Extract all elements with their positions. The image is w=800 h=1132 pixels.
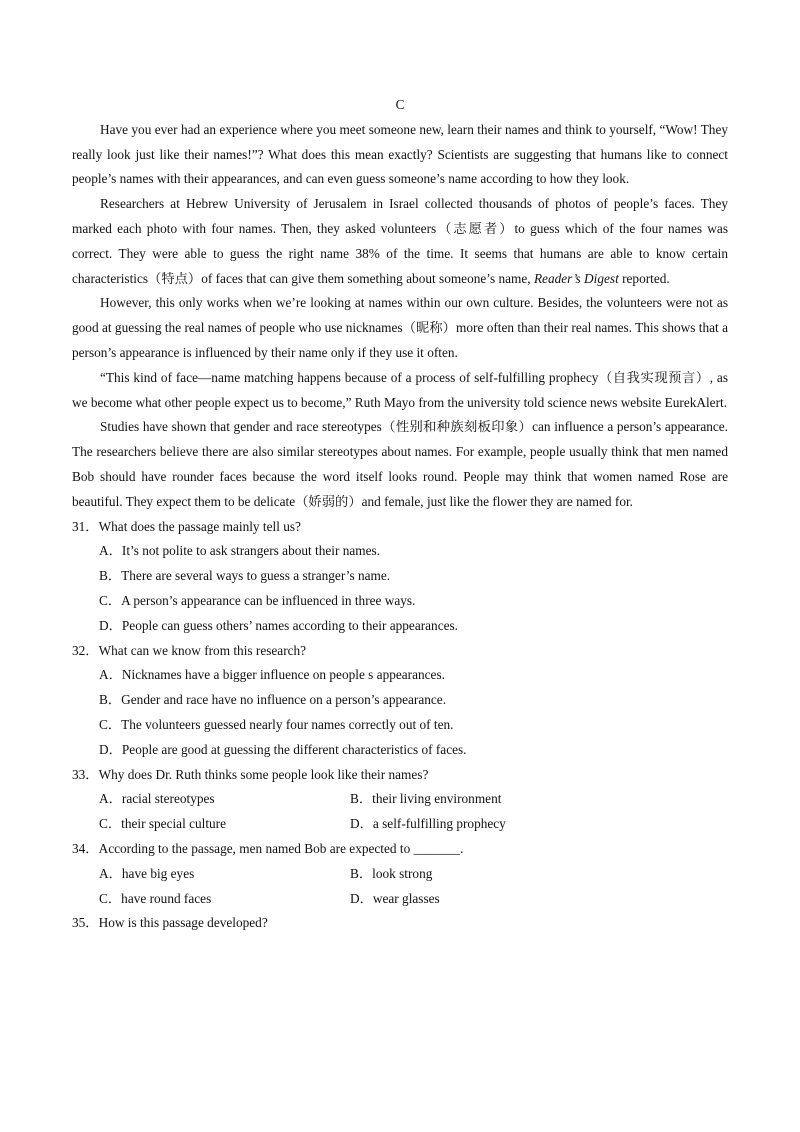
passage-paragraph-3: However, this only works when we’re looking at names within our own culture. Besides, the volunteers were not as good at guessing the real names of people who use nicknames（昵称）more often than their real names. This shows that a person’s appearance is influenced by their name only if they use it often. <box>72 295 728 360</box>
question-31-option-a[interactable]: A．It’s not polite to ask strangers about their names. <box>99 543 381 559</box>
passage-paragraph-4: “This kind of face—name matching happens because of a process of self-fulfilling prophecy（自我实现预言）, as we become what other people expect us to become,” Ruth Mayo from the university told science news website EurekAlert. <box>72 369 728 410</box>
question-35-stem: 35．How is this passage developed? <box>72 915 268 931</box>
question-34-option-d[interactable]: D．wear glasses <box>350 890 440 906</box>
question-31-stem: 31．What does the passage mainly tell us? <box>72 518 301 534</box>
paragraph-2-end: reported. <box>618 270 670 286</box>
question-34-option-b[interactable]: B．look strong <box>350 865 433 881</box>
question-31-option-d[interactable]: D．People can guess others’ names according to their appearances. <box>99 617 459 633</box>
question-34-options-row-2 <box>72 887 728 912</box>
question-33-option-d[interactable]: D．a self-fulfilling prophecy <box>350 816 506 832</box>
question-32-option-a[interactable]: A．Nicknames have a bigger influence on people s appearances. <box>99 667 445 683</box>
question-34-stem: 34．According to the passage, men named Bob are expected to _______. <box>72 840 464 856</box>
passage-paragraph-2 <box>72 192 728 291</box>
passage-paragraph-5: Studies have shown that gender and race stereotypes（性别和种族刻板印象）can influence a person’s appearance. The researchers believe there are also similar stereotypes about names. For example, people usually think that men named Bob should have rounder faces because the word itself looks round. People may think that women named Rose are beautiful. They expect them to be delicate（娇弱的）and female, just like the flower they are named for. <box>72 419 728 509</box>
question-33-options-row-1 <box>72 787 728 812</box>
question-33-option-b[interactable]: B．their living environment <box>350 791 502 807</box>
source-title: Reader’s Digest <box>533 270 619 286</box>
question-31-option-c[interactable]: C．A person’s appearance can be influenced in three ways. <box>99 592 416 608</box>
passage-paragraph-1: Have you ever had an experience where you meet someone new, learn their names and think to yourself, “Wow! They really look just like their names!”? What does this mean exactly? Scientists are suggesting that humans like to connect people’s names with their appearances, and can even guess someone’s name according to how they look. <box>72 121 728 187</box>
question-34-option-a[interactable]: A．have big eyes <box>99 865 195 881</box>
exam-page <box>72 93 728 936</box>
question-33-option-c[interactable]: C．their special culture <box>99 816 227 832</box>
question-34-options-row-1 <box>72 862 728 887</box>
question-34-option-c[interactable]: C．have round faces <box>99 890 212 906</box>
question-33-stem: 33．Why does Dr. Ruth thinks some people look like their names? <box>72 766 429 782</box>
question-32-stem: 32．What can we know from this research? <box>72 642 307 658</box>
paragraph-2-text: Researchers at Hebrew University of Jerusalem in Israel collected thousands of photos of people’s faces. They marked each photo with four names. Then, they asked volunteers（志愿者）to guess which of the four names was correct. They were able to guess the right name 38% of the time. It seems that humans are able to know certain characteristics（特点）of faces that can give them something about someone’s name, <box>72 196 728 286</box>
section-label: C <box>395 97 405 112</box>
question-33-option-a[interactable]: A．racial stereotypes <box>99 791 215 807</box>
question-32-option-d[interactable]: D．People are good at guessing the different characteristics of faces. <box>99 741 467 757</box>
question-31-option-b[interactable]: B．There are several ways to guess a stranger’s name. <box>99 568 391 584</box>
question-32-option-b[interactable]: B．Gender and race have no influence on a person’s appearance. <box>99 692 447 708</box>
question-33-options-row-2 <box>72 812 728 837</box>
question-32-option-c[interactable]: C．The volunteers guessed nearly four names correctly out of ten. <box>99 716 454 732</box>
